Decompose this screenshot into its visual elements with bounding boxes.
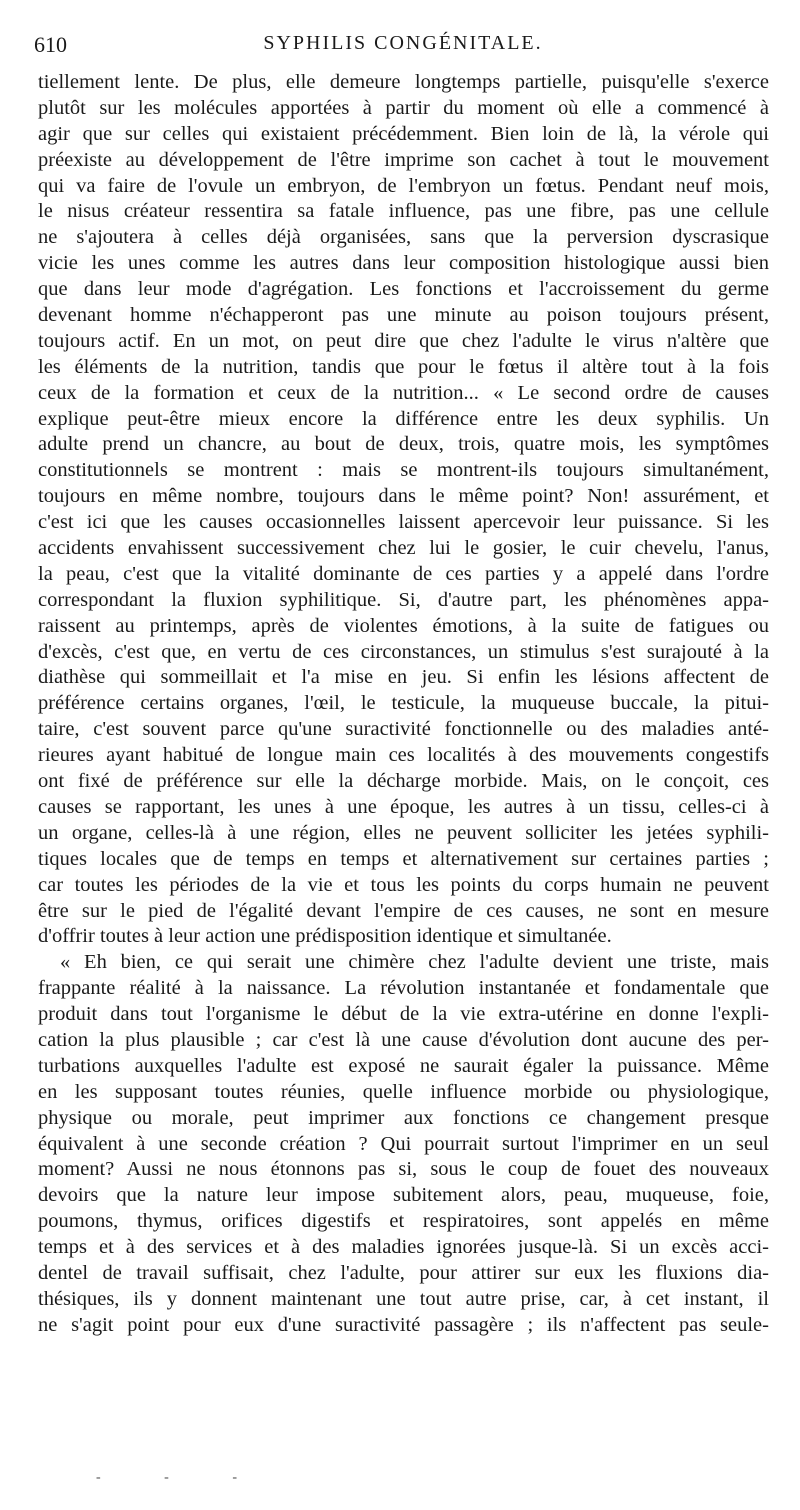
text-line: que dans leur mode d'agrégation. Les fonctions et l'accroissement du germe <box>38 278 769 301</box>
text-line: ne s'agit point pour eux d'une suractivité passagère ; ils n'affectent pas seule- <box>38 1313 769 1336</box>
text-line: adulte prend un chancre, au bout de deux, trois, quatre mois, les symptômes <box>38 433 769 456</box>
text-line: tiques locales que de temps en temps et alternativement sur certaines parties ; <box>38 847 769 870</box>
text-line: d'excès, c'est que, en vertu de ces circonstances, un stimulus s'est surajouté à la <box>38 640 769 663</box>
text-line: thésiques, ils y donnent maintenant une tout autre prise, car, à cet instant, il <box>38 1287 769 1310</box>
text-line: en les supposant toutes réunies, quelle influence morbide ou physiologique, <box>38 1080 769 1103</box>
text-line: les éléments de la nutrition, tandis que pour le fœtus il altère tout à la fois <box>38 355 769 378</box>
text-line: temps et à des services et à des maladies ignorées jusque-là. Si un excès acci- <box>38 1236 769 1259</box>
text-line: vicie les unes comme les autres dans leur composition histologique aussi bien <box>38 252 769 275</box>
text-line: taire, c'est souvent parce qu'une suractivité fonctionnelle ou des maladies anté- <box>38 718 769 741</box>
text-line: toujours actif. En un mot, on peut dire que chez l'adulte le virus n'altère que <box>38 329 769 352</box>
text-line: cation la plus plausible ; car c'est là une cause d'évolution dont aucune des per- <box>38 1028 769 1051</box>
text-line: raissent au printemps, après de violentes émotions, à la suite de fatigues ou <box>38 614 769 637</box>
text-line: dentel de travail suffisait, chez l'adulte, pour attirer sur eux les fluxions dia- <box>38 1261 769 1284</box>
text-line: explique peut-être mieux encore la différence entre les deux syphilis. Un <box>38 407 769 430</box>
text-line: ont fixé de préférence sur elle la décharge morbide. Mais, on le conçoit, ces <box>38 770 769 793</box>
text-line: causes se rapportant, les unes à une époque, les autres à un tissu, celles-ci à <box>38 795 769 818</box>
text-line: poumons, thymus, orifices digestifs et respiratoires, sont appelés en même <box>38 1210 769 1233</box>
page-header <box>34 32 772 60</box>
text-line: ne s'ajoutera à celles déjà organisées, sans que la perversion dyscrasique <box>38 226 769 249</box>
text-line: d'offrir toutes à leur action une prédisposition identique et simultanée. <box>38 925 612 948</box>
text-line: être sur le pied de l'égalité devant l'empire de ces causes, ne sont en mesure <box>38 899 769 922</box>
text-line: c'est ici que les causes occasionnelles laissent apercevoir leur puissance. Si les <box>38 511 769 534</box>
text-line: équivalent à une seconde création ? Qui pourrait surtout l'imprimer en un seul <box>38 1132 769 1155</box>
text-line: turbations auxquelles l'adulte est exposé ne saurait égaler la puissance. Même <box>38 1054 769 1077</box>
text-line: physique ou morale, peut imprimer aux fonctions ce changement presque <box>38 1106 769 1129</box>
page-number: 610 <box>34 32 67 57</box>
text-line: plutôt sur les molécules apportées à partir du moment où elle a commencé à <box>38 96 769 119</box>
text-line: le nisus créateur ressentira sa fatale influence, pas une fibre, pas une cellule <box>38 200 769 223</box>
text-line: toujours en même nombre, toujours dans le même point? Non! assurément, et <box>38 485 769 508</box>
paragraph <box>38 950 769 1338</box>
text-line: frappante réalité à la naissance. La révolution instantanée et fondamentale que <box>38 977 769 1000</box>
text-line: correspondant la fluxion syphilitique. Si, d'autre part, les phénomènes appa- <box>38 588 769 611</box>
text-line: tiellement lente. De plus, elle demeure longtemps partielle, puisqu'elle s'exerce <box>38 71 769 93</box>
text-line: ceux de la formation et ceux de la nutrition... « Le second ordre de causes <box>38 381 769 404</box>
text-line: moment? Aussi ne nous étonnons pas si, sous le coup de fouet des nouveaux <box>38 1158 769 1181</box>
text-line: accidents envahissent successivement chez lui le gosier, le cuir chevelu, l'anus, <box>38 537 769 560</box>
body-text <box>38 70 769 1339</box>
text-line: devenant homme n'échapperont pas une minute au poison toujours présent, <box>38 304 769 327</box>
text-line: rieures ayant habitué de longue main ces localités à des mouvements congestifs <box>38 744 769 767</box>
text-line: préexiste au développement de l'être imprime son cachet à tout le mouvement <box>38 148 769 171</box>
text-line: devoirs que la nature leur impose subitement alors, peau, muqueuse, foie, <box>38 1184 769 1207</box>
text-line: produit dans tout l'organisme le début de la vie extra-utérine en donne l'expli- <box>38 1003 769 1026</box>
text-line: la peau, c'est que la vitalité dominante de ces parties y a appelé dans l'ordre <box>38 562 769 585</box>
text-line: un organe, celles-là à une région, elles ne peuvent solliciter les jetées syphili- <box>38 821 769 844</box>
text-line: car toutes les périodes de la vie et tous les points du corps humain ne peuvent <box>38 873 769 896</box>
text-line: agir que sur celles qui existaient précédemment. Bien loin de là, la vérole qui <box>38 122 769 145</box>
text-line: diathèse qui sommeillait et l'a mise en jeu. Si enfin les lésions affectent de <box>38 666 769 689</box>
text-line: qui va faire de l'ovule un embryon, de l'embryon un fœtus. Pendant neuf mois, <box>38 174 769 197</box>
text-line: « Eh bien, ce qui serait une chimère chez l'adulte devient une triste, mais <box>60 951 769 974</box>
paragraph <box>38 70 769 950</box>
footer-marks: - - - <box>96 1470 267 1485</box>
text-line: préférence certains organes, l'œil, le testicule, la muqueuse buccale, la pitui- <box>38 692 769 715</box>
text-line: constitutionnels se montrent : mais se montrent-ils toujours simultanément, <box>38 459 769 482</box>
running-title: SYPHILIS CONGÉNITALE. <box>263 32 543 54</box>
